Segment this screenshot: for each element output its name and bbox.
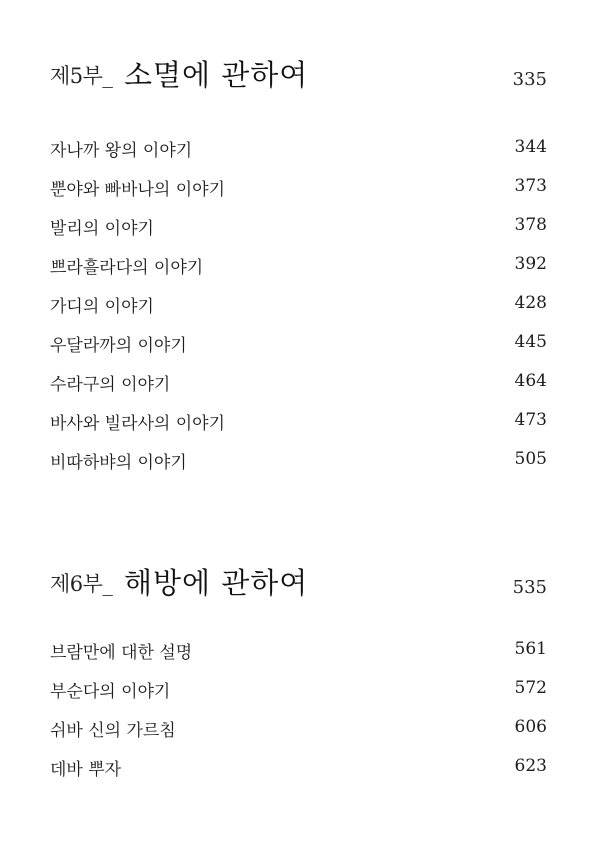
chapter-page-number: 606 <box>514 717 547 737</box>
chapter-page-number: 428 <box>514 293 547 313</box>
chapter-page-number: 392 <box>514 254 547 274</box>
chapter-entry[interactable] <box>50 755 550 794</box>
chapter-list <box>50 638 550 794</box>
part-header <box>50 560 550 608</box>
part-label: 제6부_ <box>50 572 113 596</box>
part-page-number: 535 <box>512 577 547 598</box>
chapter-title: 브람만에 대한 설명 <box>50 643 193 663</box>
part-header <box>50 52 550 100</box>
chapter-title: 자나까 왕의 이야기 <box>50 141 193 161</box>
chapter-entry[interactable] <box>50 331 550 370</box>
chapter-entry[interactable] <box>50 409 550 448</box>
chapter-entry[interactable] <box>50 370 550 409</box>
chapter-list <box>50 136 550 487</box>
chapter-entry[interactable] <box>50 292 550 331</box>
chapter-title: 바사와 빌라사의 이야기 <box>50 414 226 434</box>
part-page-number: 335 <box>512 69 547 90</box>
part-label: 제5부_ <box>50 64 113 88</box>
chapter-page-number: 623 <box>514 756 547 776</box>
chapter-entry[interactable] <box>50 253 550 292</box>
chapter-title: 우달라까의 이야기 <box>50 336 187 356</box>
chapter-entry[interactable] <box>50 136 550 175</box>
part-title: 소멸에 관하여 <box>124 58 309 92</box>
chapter-page-number: 344 <box>514 137 547 157</box>
chapter-page-number: 473 <box>514 410 547 430</box>
chapter-title: 수라구의 이야기 <box>50 375 171 395</box>
chapter-page-number: 505 <box>514 449 547 469</box>
chapter-page-number: 378 <box>514 215 547 235</box>
chapter-title: 부순다의 이야기 <box>50 682 171 702</box>
chapter-title: 뿐야와 빠바나의 이야기 <box>50 180 226 200</box>
chapter-page-number: 561 <box>514 639 547 659</box>
chapter-entry[interactable] <box>50 638 550 677</box>
chapter-title: 쁘라흘라다의 이야기 <box>50 258 204 278</box>
chapter-title: 발리의 이야기 <box>50 219 154 239</box>
chapter-page-number: 572 <box>514 678 547 698</box>
part-title: 해방에 관하여 <box>124 566 309 600</box>
chapter-title: 데바 뿌자 <box>50 760 122 780</box>
chapter-entry[interactable] <box>50 175 550 214</box>
part-5-section <box>50 52 550 473</box>
chapter-title: 비따하뱌의 이야기 <box>50 453 187 473</box>
chapter-title: 가디의 이야기 <box>50 297 154 317</box>
chapter-page-number: 445 <box>514 332 547 352</box>
chapter-page-number: 373 <box>514 176 547 196</box>
chapter-entry[interactable] <box>50 716 550 755</box>
chapter-title: 쉬바 신의 가르침 <box>50 721 176 741</box>
chapter-entry[interactable] <box>50 448 550 487</box>
chapter-entry[interactable] <box>50 214 550 253</box>
part-6-section <box>50 560 550 780</box>
chapter-page-number: 464 <box>514 371 547 391</box>
chapter-entry[interactable] <box>50 677 550 716</box>
